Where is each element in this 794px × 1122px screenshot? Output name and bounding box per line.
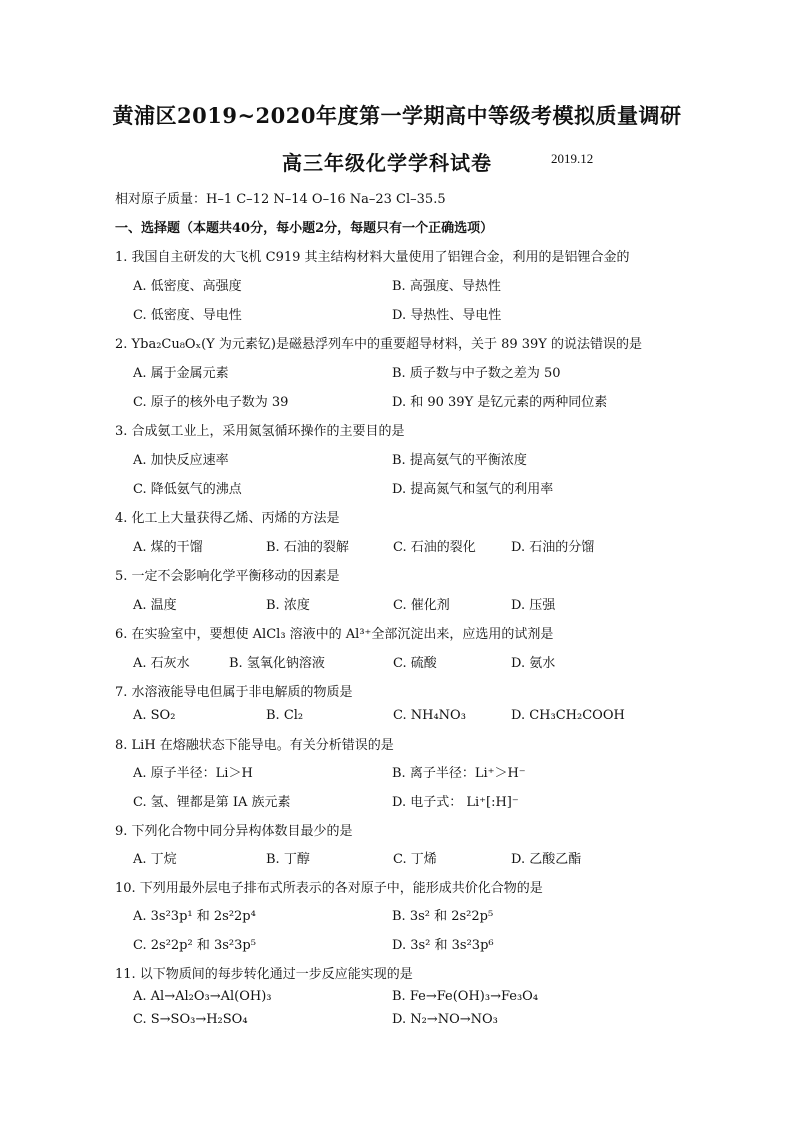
option-c: C. 2s²2p² 和 3s²3p⁵ <box>133 938 256 953</box>
question-stem: 3. 合成氨工业上，采用氮氢循环操作的主要目的是 <box>115 424 405 439</box>
option-c: C. 原子的核外电子数为 39 <box>133 395 289 410</box>
option-d: D. 石油的分馏 <box>511 540 595 555</box>
option-d: D. 电子式： Li⁺[:H]⁻ <box>392 795 519 810</box>
exam-title: 黄浦区2019~2020年度第一学期高中等级考模拟质量调研 <box>112 103 682 128</box>
option-d: D. 3s² 和 3s²3p⁶ <box>392 938 494 953</box>
question-stem: 1. 我国自主研发的大飞机 C919 其主结构材料大量使用了铝锂合金，利用的是铝锂合金的 <box>115 250 630 265</box>
option-d: D. 导热性、导电性 <box>392 308 502 323</box>
atomic-mass-line: 相对原子质量：H–1 C–12 N–14 O–16 Na–23 Cl–35.5 <box>115 192 446 207</box>
option-c: C. 丁烯 <box>393 852 437 867</box>
option-c: C. 石油的裂化 <box>393 540 476 555</box>
option-b: B. 氢氧化钠溶液 <box>229 656 325 671</box>
option-a: A. 煤的干馏 <box>133 540 203 555</box>
option-a: A. 属于金属元素 <box>133 366 229 381</box>
option-a: A. Al→Al₂O₃→Al(OH)₃ <box>133 989 272 1004</box>
option-b: B. 高强度、导热性 <box>392 279 501 294</box>
option-a: A. SO₂ <box>133 708 176 723</box>
option-c: C. 硫酸 <box>393 656 437 671</box>
option-c: C. 降低氨气的沸点 <box>133 482 242 497</box>
option-b: B. 浓度 <box>266 598 310 613</box>
option-a: A. 加快反应速率 <box>133 453 229 468</box>
option-c: C. 催化剂 <box>393 598 450 613</box>
option-a: A. 原子半径：Li＞H <box>133 766 253 781</box>
question-stem: 9. 下列化合物中同分异构体数目最少的是 <box>115 824 353 839</box>
option-c: C. 低密度、导电性 <box>133 308 242 323</box>
option-a: A. 低密度、高强度 <box>133 279 242 294</box>
option-b: B. 丁醇 <box>266 852 310 867</box>
question-stem: 10. 下列用最外层电子排布式所表示的各对原子中，能形成共价化合物的是 <box>115 881 543 896</box>
option-d: D. 提高氮气和氢气的利用率 <box>392 482 554 497</box>
option-a: A. 丁烷 <box>133 852 177 867</box>
option-d: D. 压强 <box>511 598 556 613</box>
option-d: D. 氨水 <box>511 656 556 671</box>
exam-subtitle: 高三年级化学学科试卷 <box>282 151 492 175</box>
option-d: D. 和 90 39Y 是钇元素的两种同位素 <box>392 395 608 410</box>
option-b: B. 质子数与中子数之差为 50 <box>392 366 561 381</box>
option-d: D. CH₃CH₂COOH <box>511 708 625 723</box>
option-d: D. 乙酸乙酯 <box>511 852 582 867</box>
option-a: A. 温度 <box>133 598 177 613</box>
section-heading: 一、选择题（本题共40分，每小题2分，每题只有一个正确选项） <box>115 221 494 236</box>
option-b: B. Fe→Fe(OH)₃→Fe₃O₄ <box>392 989 539 1004</box>
option-b: B. 3s² 和 2s²2p⁵ <box>392 909 494 924</box>
option-d: D. N₂→NO→NO₃ <box>392 1012 498 1027</box>
option-c: C. S→SO₃→H₂SO₄ <box>133 1012 248 1027</box>
option-b: B. 石油的裂解 <box>266 540 349 555</box>
question-stem: 6. 在实验室中，要想使 AlCl₃ 溶液中的 Al³⁺全部沉淀出来，应选用的试剂是 <box>115 627 554 642</box>
option-b: B. 离子半径：Li⁺＞H⁻ <box>392 766 526 781</box>
question-stem: 11. 以下物质间的每步转化通过一步反应能实现的是 <box>115 967 413 982</box>
option-a: A. 石灰水 <box>133 656 190 671</box>
question-stem: 2. Yba₂Cu₈Oₓ(Y 为元素钇)是磁悬浮列车中的重要超导材料，关于 89 39Y 的说法错误的是 <box>115 337 643 352</box>
option-c: C. NH₄NO₃ <box>393 708 466 723</box>
option-c: C. 氢、锂都是第 IA 族元素 <box>133 795 291 810</box>
question-stem: 8. LiH 在熔融状态下能导电。有关分析错误的是 <box>115 738 394 753</box>
question-stem: 5. 一定不会影响化学平衡移动的因素是 <box>115 569 340 584</box>
question-stem: 4. 化工上大量获得乙烯、丙烯的方法是 <box>115 511 340 526</box>
option-b: B. Cl₂ <box>266 708 304 723</box>
option-b: B. 提高氨气的平衡浓度 <box>392 453 527 468</box>
question-stem: 7. 水溶液能导电但属于非电解质的物质是 <box>115 685 353 700</box>
exam-date: 2019.12 <box>551 151 594 166</box>
option-a: A. 3s²3p¹ 和 2s²2p⁴ <box>133 909 256 924</box>
